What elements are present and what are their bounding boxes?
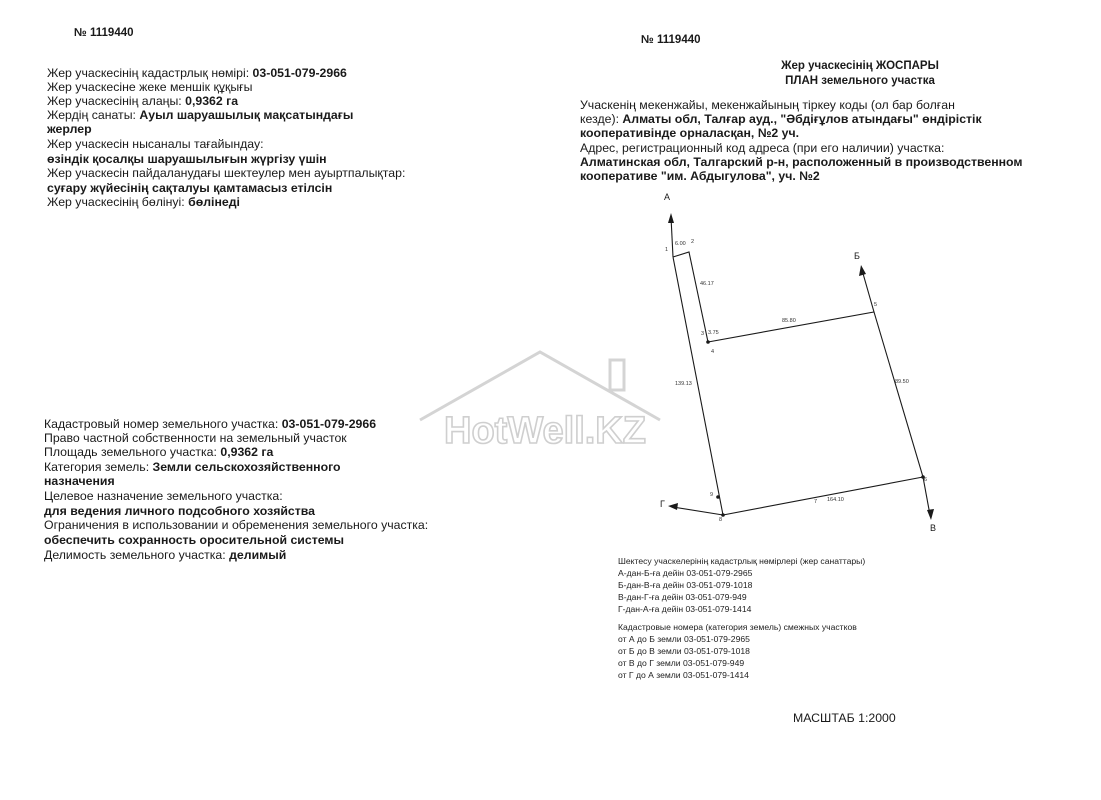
point-label: 5 xyxy=(874,302,878,308)
ru-category-value-cont: назначения xyxy=(44,474,115,488)
ru-area-line xyxy=(44,445,273,460)
kz-right-line: Жер учаскесіне жеке меншік құқығы xyxy=(47,80,253,94)
kz-cadastral-value: 03-051-079-2966 xyxy=(252,66,347,80)
kz-area-value: 0,9362 га xyxy=(185,94,239,108)
point-label: 2 xyxy=(691,239,695,245)
kz-area-label: Жер учаскесінің алаңы: xyxy=(47,94,186,108)
address-kz-value: Алматы обл, Талғар ауд., "Әбдіғұлов атындағы" өндірістік xyxy=(622,112,982,126)
neighbor-row: В-дан-Г-ға дейін 03-051-079-949 xyxy=(618,592,747,602)
neighbors-kz-title: Шектесу учаскелерінің кадастрлық нөмірлері (жер санаттары) xyxy=(618,556,866,566)
kz-restriction-value: суғару жүйесінің сақталуы қамтамасыз етілсін xyxy=(47,181,333,195)
ru-area-label: Площадь земельного участка: xyxy=(44,445,221,459)
dimension-label: 164.10 xyxy=(827,497,844,503)
neighbor-row: от Б до В земли 03-051-079-1018 xyxy=(618,646,750,656)
ru-right-line: Право частной собственности на земельный участок xyxy=(44,431,347,445)
land-plan-drawing xyxy=(640,185,960,535)
arrow-g-head-icon xyxy=(668,503,678,510)
kz-divisibility-line xyxy=(47,195,240,210)
ru-cadastral-label: Кадастровый номер земельного участка: xyxy=(44,417,282,431)
dimension-label: 89.50 xyxy=(895,379,909,385)
direction-label-b: Б xyxy=(854,251,860,261)
left-document-number: № 1119440 xyxy=(74,27,134,39)
ru-category-line xyxy=(44,460,341,475)
ru-cadastral-line xyxy=(44,417,376,432)
ru-purpose-value: для ведения личного подсобного хозяйства xyxy=(44,504,316,518)
point-label: 9 xyxy=(710,492,714,498)
address-ru-value: Алматинская обл, Талгарский р-н, расположенный в производственном xyxy=(580,155,1023,169)
ru-cadastral-value: 03-051-079-2966 xyxy=(281,417,377,431)
address-ru-value-cont: кооперативе "им. Абдыгулова", уч. №2 xyxy=(580,169,820,183)
vertex-marker xyxy=(716,495,720,499)
direction-label-a: А xyxy=(664,192,671,202)
neighbor-row: от В до Г земли 03-051-079-949 xyxy=(618,658,745,668)
kz-purpose-label: Жер учаскесін нысаналы тағайындау: xyxy=(47,137,264,151)
plan-title-ru: ПЛАН земельного участка xyxy=(785,75,935,87)
kz-area-line xyxy=(47,94,238,109)
plan-title-kz: Жер учаскесінің ЖОСПАРЫ xyxy=(781,60,939,72)
neighbor-row: от А до Б земли 03-051-079-2965 xyxy=(618,634,750,644)
kz-divisibility-label: Жер учаскесінің бөлінуі: xyxy=(47,195,189,209)
point-label: 7 xyxy=(814,499,818,505)
arrow-a-head-icon xyxy=(668,213,674,223)
dimension-label: 46.17 xyxy=(700,281,714,287)
point-label: 3 xyxy=(701,331,705,337)
address-kz-line xyxy=(580,112,982,127)
ru-divisibility-label: Делимость земельного участка: xyxy=(44,548,230,562)
ru-area-value: 0,9362 га xyxy=(220,445,274,459)
neighbor-row: А-дан-Б-ға дейін 03-051-079-2965 xyxy=(618,568,753,578)
direction-label-g: Г xyxy=(660,499,665,509)
arrow-b-head-icon xyxy=(859,265,866,276)
plan-scale: МАСШТАБ 1:2000 xyxy=(793,711,896,725)
arrow-b-line xyxy=(862,270,874,312)
kz-category-label: Жердің санаты: xyxy=(47,108,140,122)
kz-category-line xyxy=(47,108,353,123)
dimension-label: 3.75 xyxy=(708,330,719,336)
ru-purpose-label: Целевое назначение земельного участка: xyxy=(44,489,283,503)
ru-divisibility-line xyxy=(44,548,286,563)
parcel-boundary xyxy=(673,252,923,515)
watermark-chimney-icon xyxy=(610,360,624,390)
right-document-number: № 1119440 xyxy=(641,34,701,46)
kz-cadastral-label: Жер учаскесінің кадастрлық нөмірі: xyxy=(47,66,253,80)
address-ru-label: Адрес, регистрационный код адреса (при его наличии) участка: xyxy=(580,141,945,155)
kz-category-value: Ауыл шаруашылық мақсатындағы xyxy=(139,108,354,122)
ru-divisibility-value: делимый xyxy=(229,548,287,562)
ru-category-value: Земли сельскохозяйственного xyxy=(152,460,341,474)
address-kz-label: Учаскенің мекенжайы, мекенжайының тіркеу коды (ол бар болған xyxy=(580,98,955,112)
direction-label-v: В xyxy=(930,523,937,533)
address-kz-value-cont: кооперативінде орналасқан, №2 уч. xyxy=(580,126,800,140)
kz-purpose-value: өзіндік қосалқы шаруашылығын жүргізу үшін xyxy=(47,152,327,166)
kz-category-value-cont: жерлер xyxy=(47,122,92,136)
point-label: 4 xyxy=(711,349,715,355)
point-label: 1 xyxy=(665,247,669,253)
point-label: 6 xyxy=(924,477,928,483)
ru-category-label: Категория земель: xyxy=(44,460,153,474)
watermark-text: HotWell.KZ xyxy=(444,410,646,452)
ru-restriction-label: Ограничения в использовании и обременения земельного участка: xyxy=(44,518,429,532)
neighbor-row: от Г до А земли 03-051-079-1414 xyxy=(618,670,749,680)
kz-cadastral-line xyxy=(47,66,347,81)
neighbors-ru-title: Кадастровые номера (категория земель) смежных участков xyxy=(618,622,857,632)
dimension-label: 139.13 xyxy=(675,381,692,387)
point-label: 8 xyxy=(719,517,723,523)
vertex-marker xyxy=(706,340,710,344)
dimension-label: 6.00 xyxy=(675,241,686,247)
arrow-g-line xyxy=(673,507,723,515)
dimension-label: 85.80 xyxy=(782,318,796,324)
ru-restriction-value: обеспечить сохранность оросительной системы xyxy=(44,533,345,547)
kz-restriction-label: Жер учаскесін пайдаланудағы шектеулер мен ауыртпалықтар: xyxy=(47,166,406,180)
arrow-v-head-icon xyxy=(927,509,934,520)
neighbor-row: Б-дан-В-ға дейін 03-051-079-1018 xyxy=(618,580,753,590)
neighbor-row: Г-дан-А-ға дейін 03-051-079-1414 xyxy=(618,604,752,614)
kz-divisibility-value: бөлінеді xyxy=(188,195,240,209)
address-kz-label-cont: кезде): xyxy=(580,112,623,126)
